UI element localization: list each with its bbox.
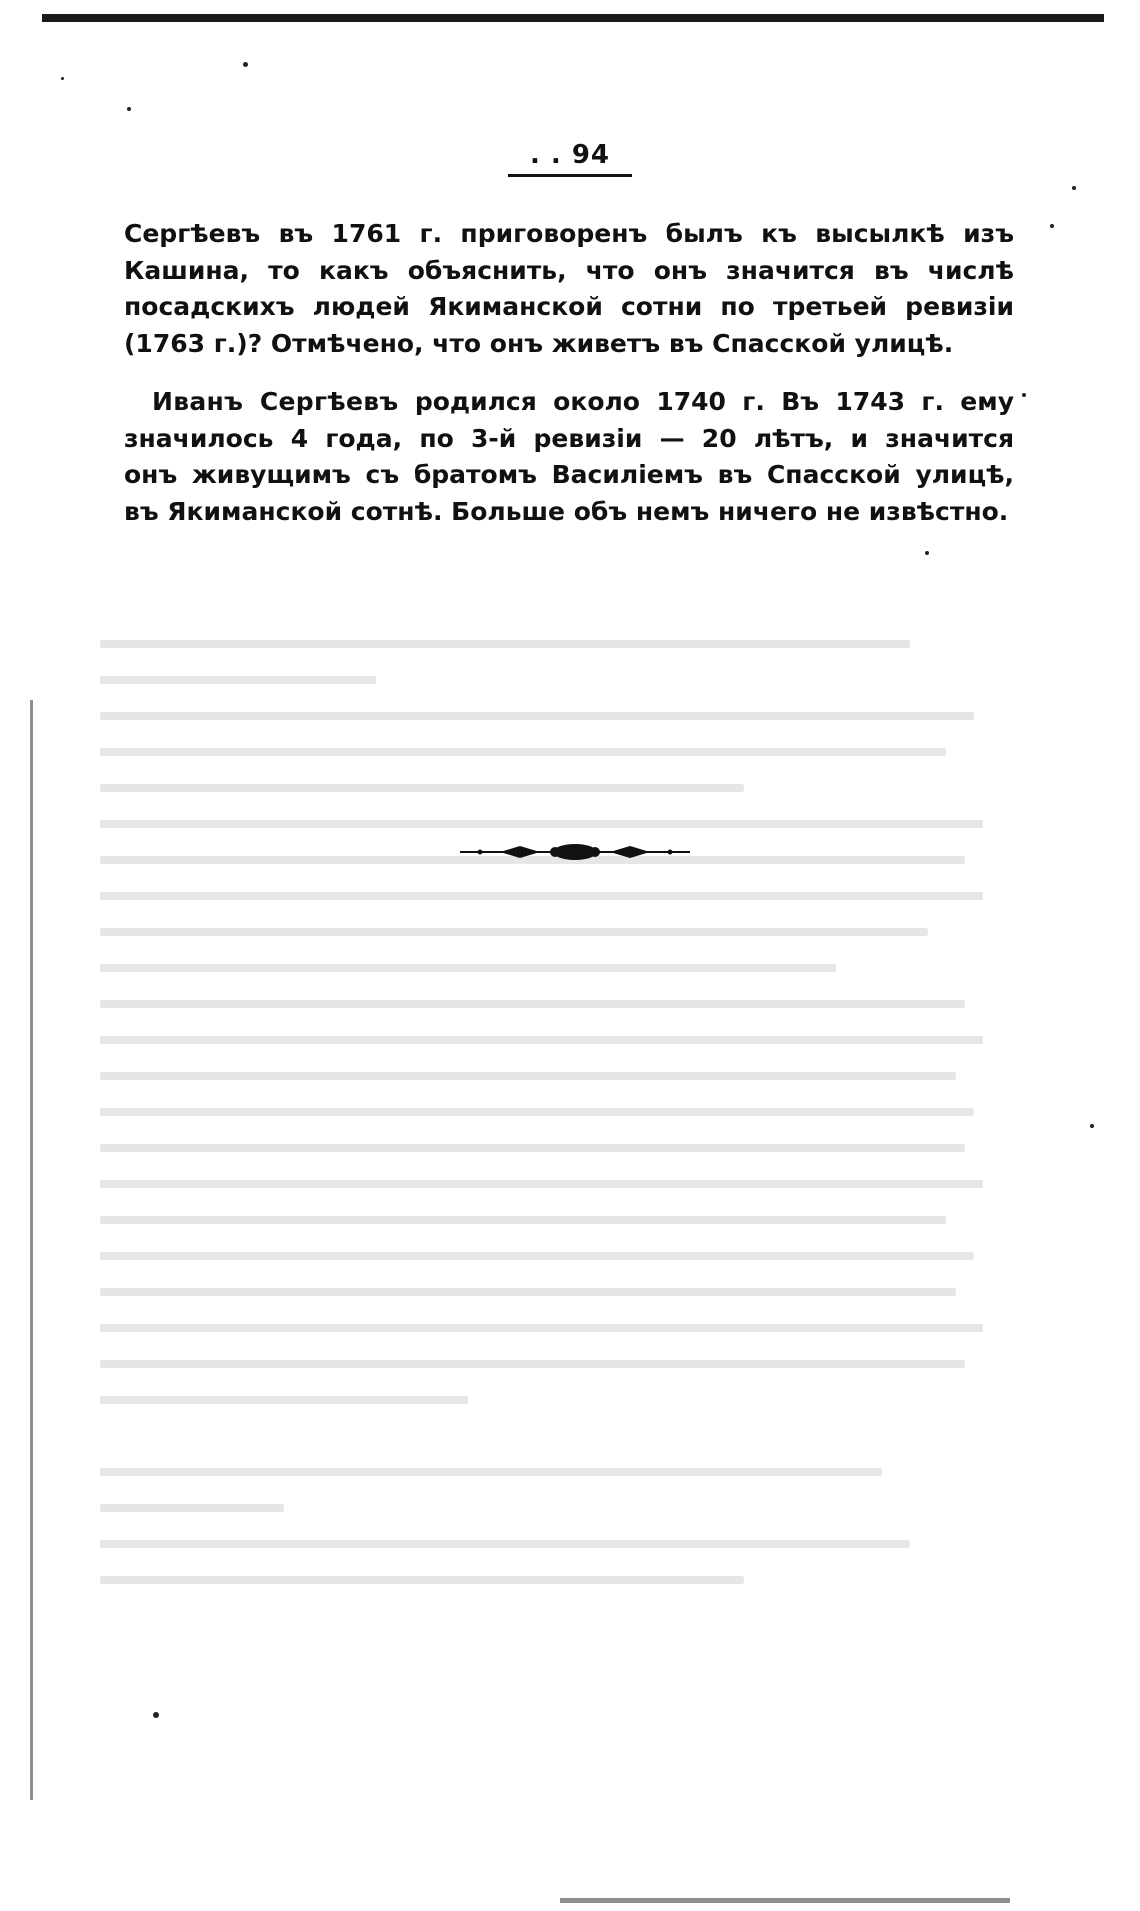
paper-speck <box>243 62 248 67</box>
paragraph-2 <box>124 384 1014 530</box>
paragraph-2-line-4: въ Якиманской сотнѣ. Больше объ немъ ничего не извѣстно. <box>124 496 1009 526</box>
paper-speck <box>925 551 929 555</box>
bottom-edge-shadow <box>560 1898 1010 1903</box>
paragraph-2-line-1-rest: родился около 1740 г. Въ 1743 г. ему <box>414 387 1014 416</box>
paragraph-1 <box>124 216 1014 362</box>
paragraph-1-line-3: посадскихъ людей Якиманской сотни по третьей ревизіи <box>124 292 1014 321</box>
page-number-container <box>0 140 1140 177</box>
page-edge-shadow <box>30 700 33 1800</box>
decorative-divider-ornament <box>460 840 690 864</box>
paragraph-1-line-1: Сергѣевъ въ 1761 г. приговоренъ былъ къ высылкѣ изъ <box>124 219 1014 248</box>
paragraph-2-line-3: онъ живущимъ съ братомъ Василіемъ въ Спасской улицѣ, <box>124 460 1014 489</box>
page-number: . . 94 <box>508 140 632 177</box>
paper-speck <box>61 77 64 80</box>
paper-speck <box>1090 1124 1094 1128</box>
paper-speck <box>1072 186 1076 190</box>
paper-speck <box>1022 393 1026 397</box>
paragraph-2-line-1 <box>124 384 1014 421</box>
bleed-through-text <box>100 640 1020 1700</box>
paragraph-1-line-4: (1763 г.)? Отмѣчено, что онъ живетъ въ Спасской улицѣ. <box>124 328 954 358</box>
paper-speck <box>127 107 131 111</box>
paragraph-2-line-2: значилось 4 года, по 3-й ревизіи — 20 лѣтъ, и значится <box>124 423 1014 453</box>
paragraph-1-line-2: Кашина, то какъ объяснить, что онъ значится въ числѣ <box>124 255 1014 285</box>
paper-speck <box>153 1712 159 1718</box>
paper-speck <box>1050 224 1054 228</box>
top-border-rule <box>42 14 1104 22</box>
person-name: Иванъ Сергѣевъ <box>152 387 399 416</box>
